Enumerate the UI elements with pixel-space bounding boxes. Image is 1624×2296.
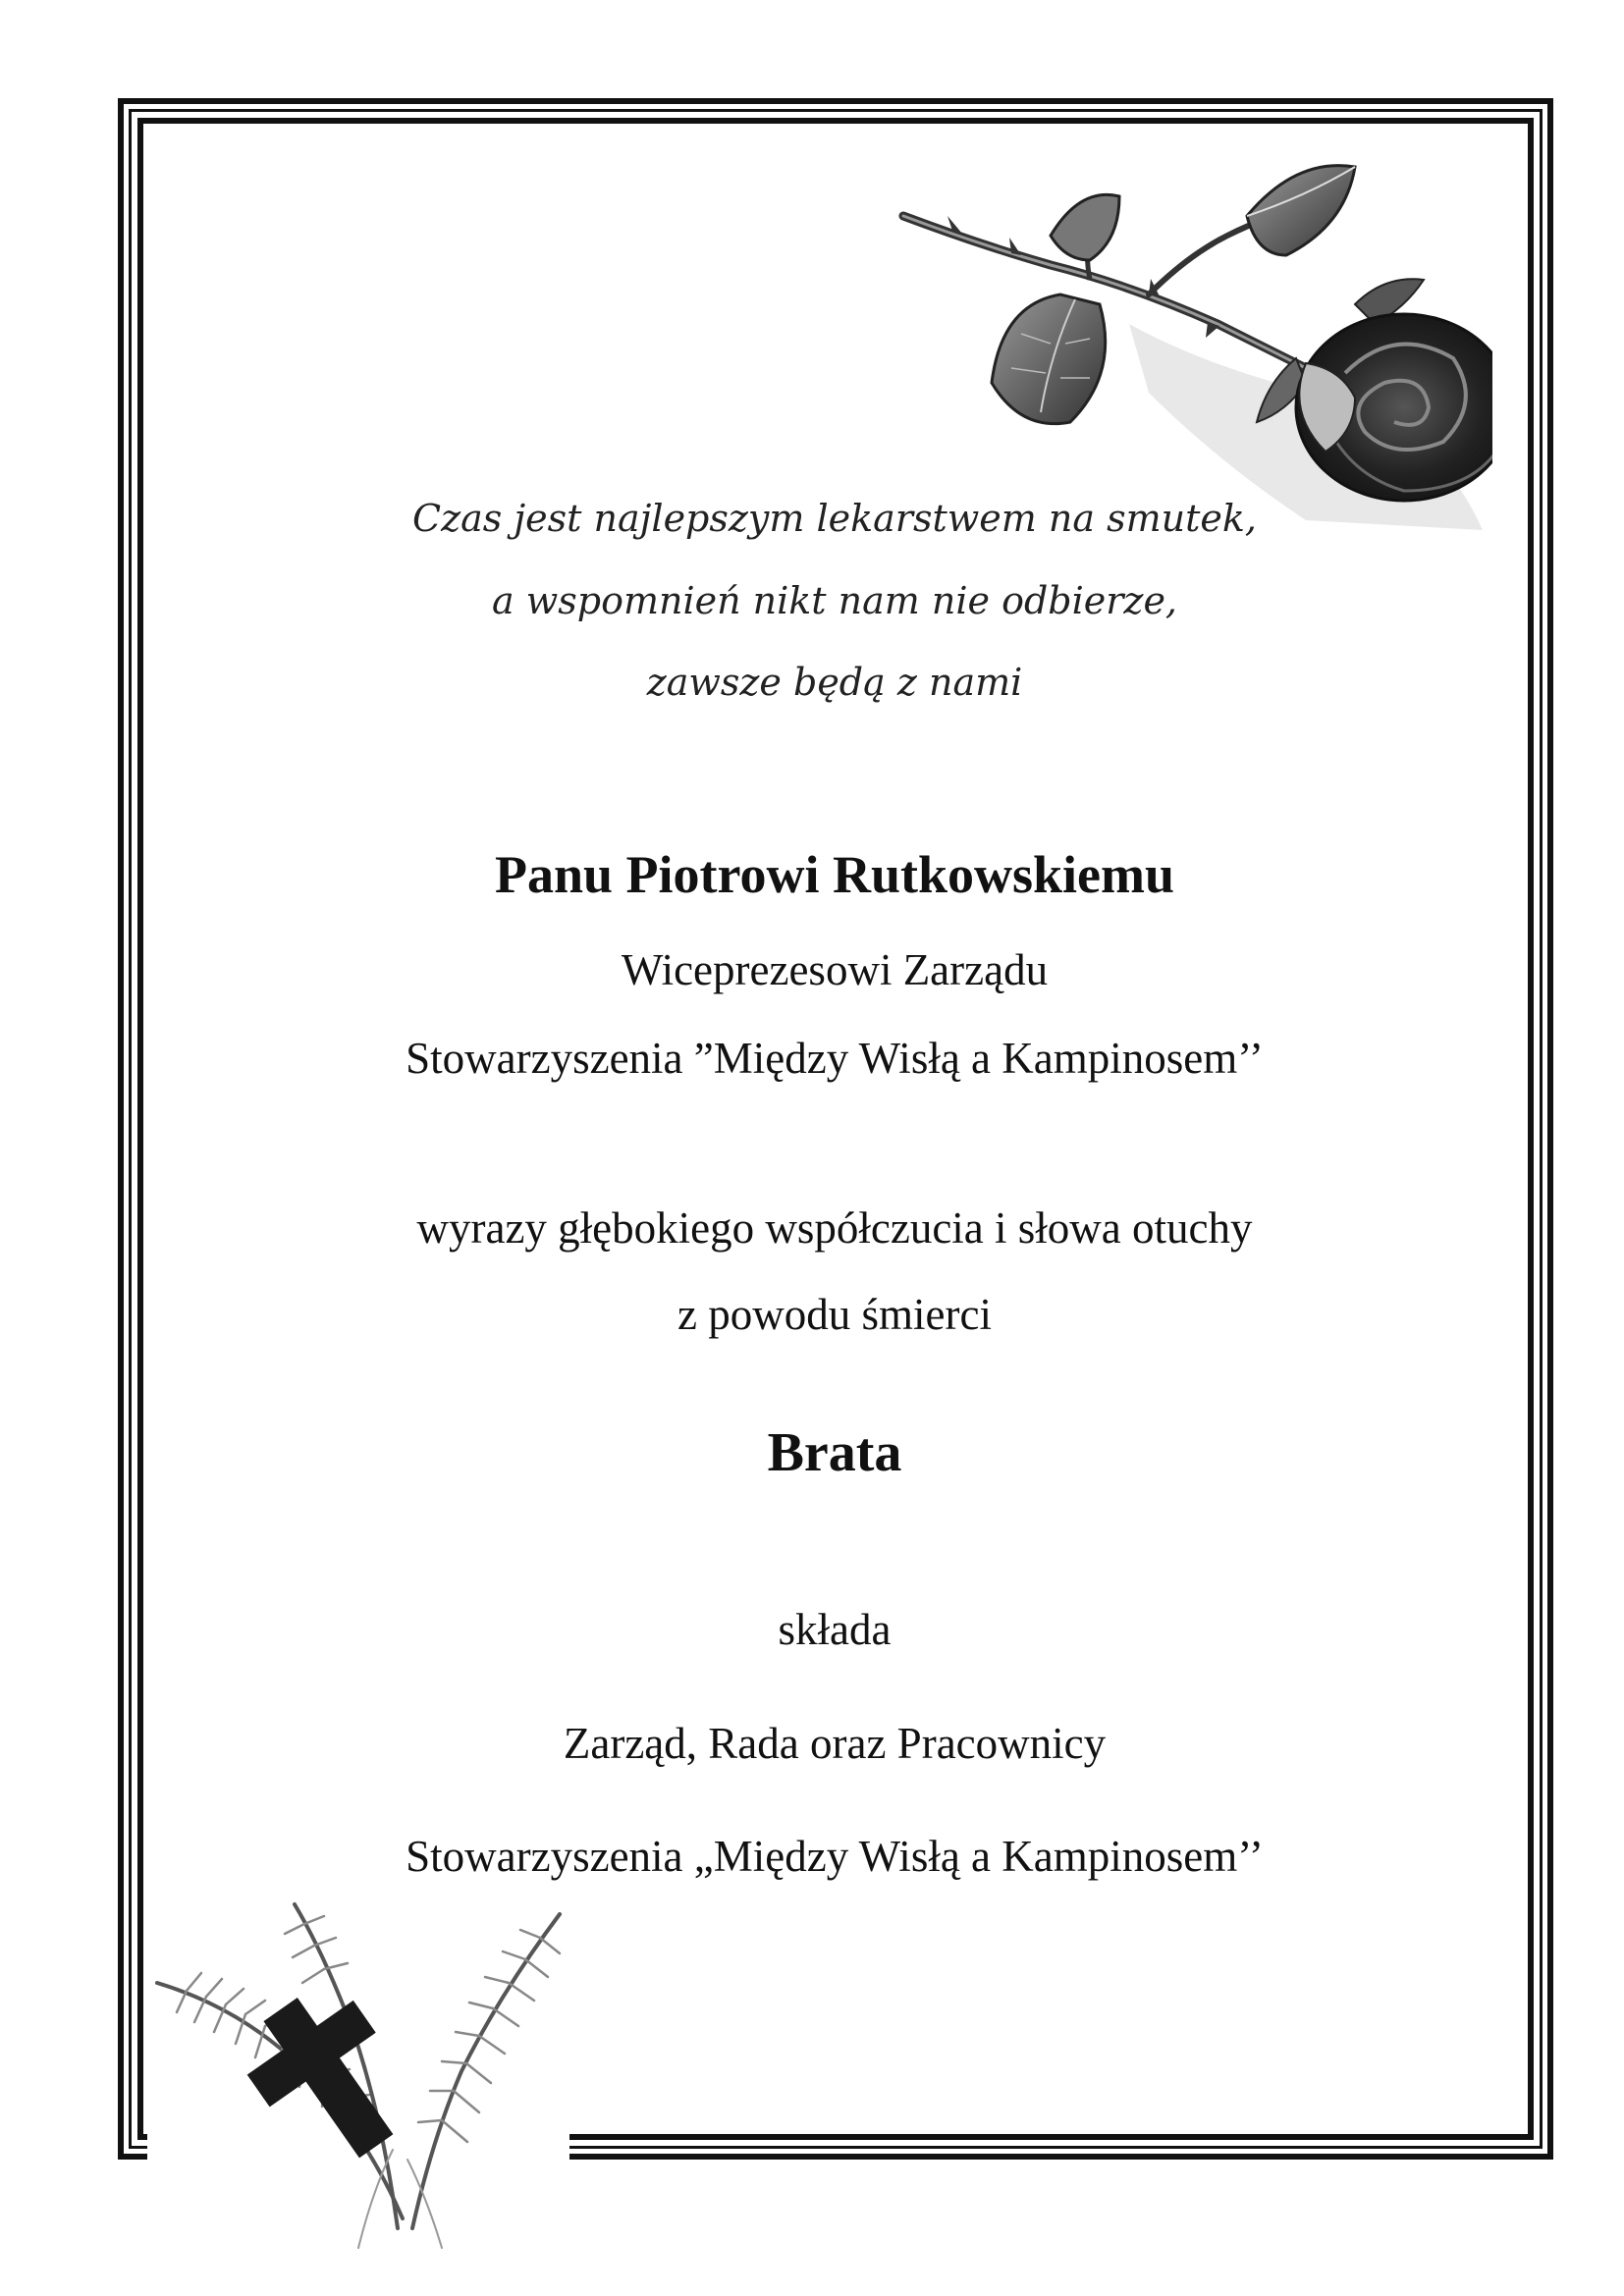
cross-with-fern-image bbox=[147, 1895, 569, 2258]
recipient-organization: Stowarzyszenia ”Między Wisłą a Kampinosem’’ bbox=[406, 1034, 1264, 1083]
quote-line-1: Czas jest najlepszym lekarstwem na smutek, bbox=[412, 497, 1257, 540]
recipient-name: Panu Piotrowi Rutkowskiemu bbox=[494, 845, 1175, 904]
recipient-position: Wiceprezesowi Zarządu bbox=[621, 945, 1049, 994]
sender-bodies: Zarząd, Rada oraz Pracownicy bbox=[563, 1719, 1107, 1768]
deceased-relation: Brata bbox=[767, 1422, 902, 1483]
sender-organization: Stowarzyszenia „Między Wisłą a Kampinosem’’ bbox=[406, 1832, 1264, 1881]
quote-line-3: zawsze będą z nami bbox=[646, 661, 1023, 704]
condolence-message-line-2: z powodu śmierci bbox=[677, 1290, 992, 1339]
rose-image bbox=[893, 147, 1492, 540]
sender-verb: składa bbox=[778, 1605, 892, 1654]
quote-line-2: a wspomnień nikt nam nie odbierze, bbox=[491, 579, 1178, 622]
condolence-message-line-1: wyrazy głębokiego współczucia i słowa otuchy bbox=[416, 1203, 1253, 1253]
